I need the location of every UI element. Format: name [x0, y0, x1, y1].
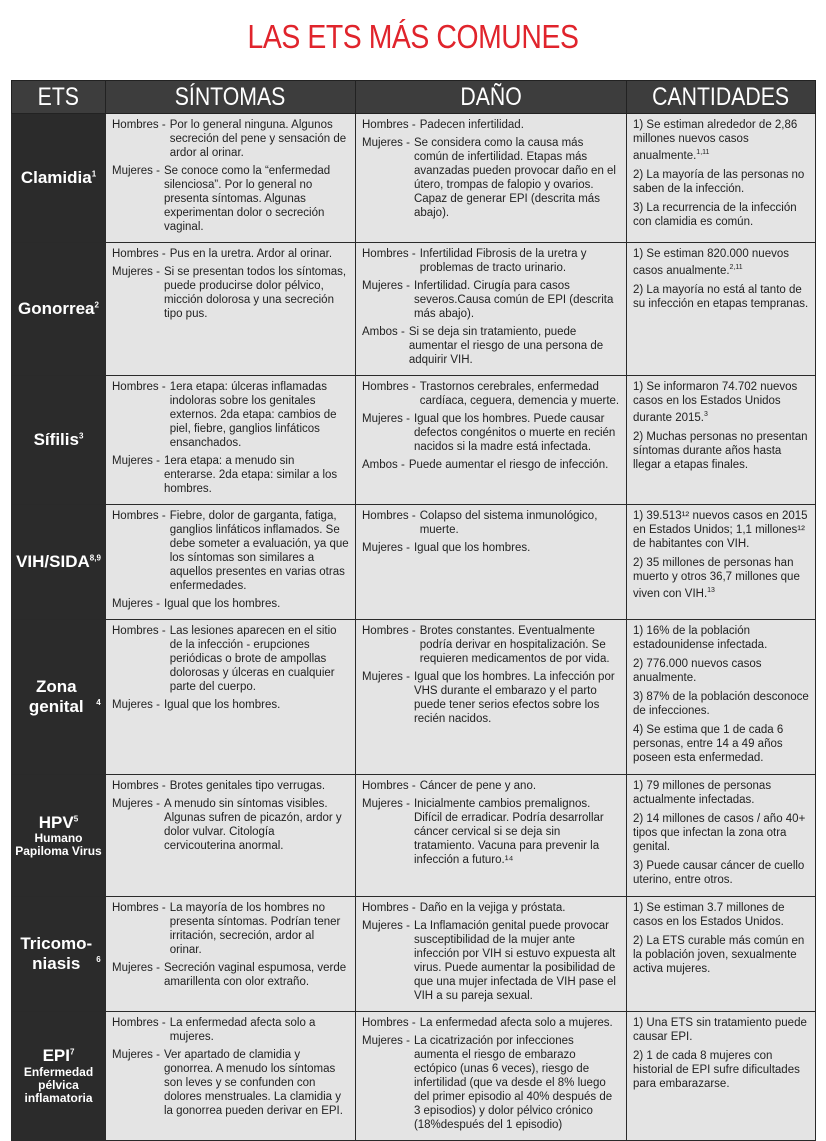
- cantidad-reference: 1,11: [696, 149, 710, 156]
- gender-label: Mujeres -: [362, 1035, 410, 1047]
- gender-label: Mujeres -: [362, 920, 410, 932]
- dano-text: Igual que los hombres. Puede causar defectos congénitos o muerte en recién nacidos si la madre está infectada.: [413, 413, 616, 453]
- sintomas-text: Si se presentan todos los síntomas, puede producirse dolor pélvico, micción dolorosa y una secreción tipo pus.: [163, 266, 347, 320]
- cantidad-item: [633, 690, 809, 718]
- cantidad-text: 2) La mayoría no está al tanto de su infección en etapas tempranas.: [633, 283, 809, 310]
- ets-reference: 6: [96, 955, 101, 965]
- ets-reference: 5: [73, 813, 79, 823]
- sintomas-text: La enfermedad afecta solo a mujeres.: [169, 1017, 316, 1043]
- dano-text: Igual que los hombres. La infección por VHS durante el embarazo y el parto puede tener serios efectos sobre los recién nacidos.: [413, 671, 615, 725]
- dano-line: [362, 541, 620, 555]
- sintomas-line: [112, 779, 349, 793]
- gender-label: Mujeres -: [112, 798, 160, 810]
- gender-label: Hombres -: [362, 119, 416, 131]
- ets-name: [14, 552, 103, 572]
- sintomas-line: [112, 454, 349, 496]
- gender-label: Hombres -: [362, 1017, 416, 1029]
- dano-cell: [356, 1012, 627, 1141]
- gender-label: Hombres -: [112, 381, 166, 393]
- cantidad-text: 2) La mayoría de las personas no saben de la infección.: [633, 168, 805, 195]
- sintomas-line: [112, 265, 349, 321]
- gender-label: Hombres -: [112, 248, 166, 260]
- cantidades-cell: [627, 775, 816, 897]
- sintomas-line: [112, 624, 349, 694]
- ets-name-cell: [12, 114, 106, 243]
- table-row: [12, 620, 816, 775]
- sintomas-cell: [106, 243, 356, 376]
- dano-text: Infertilidad. Cirugía para casos severos.Causa común de EPI (descrita más abajo).: [413, 280, 614, 320]
- gender-label: Hombres -: [362, 510, 416, 522]
- sintomas-line: [112, 901, 349, 957]
- ets-name: [14, 813, 103, 833]
- gender-label: Mujeres -: [362, 798, 410, 810]
- dano-text: Inicialmente cambios premalignos. Difícil de erradicar. Podría desarrollar cáncer cervical si se deja sin tratamiento. Vacuna para prevenir la infección a futuro.¹⁴: [413, 798, 604, 866]
- cantidad-text: 3) 87% de la población desconoce de infecciones.: [633, 691, 809, 717]
- cantidad-reference: 2,11: [729, 264, 743, 271]
- cantidad-item: [633, 779, 809, 807]
- cantidad-item: [633, 1049, 809, 1091]
- ets-name: [14, 430, 103, 450]
- sintomas-line: [112, 698, 349, 712]
- gender-label: Mujeres -: [112, 962, 160, 974]
- sintomas-line: [112, 164, 349, 234]
- ets-name-cell: [12, 620, 106, 775]
- ets-reference: 2: [94, 300, 99, 310]
- sintomas-text: Por lo general ninguna. Algunos secreción del pene y sensación de ardor al orinar.: [169, 119, 347, 159]
- dano-text: Colapso del sistema inmunológico, muerte.: [419, 510, 598, 536]
- sintomas-line: [112, 1048, 349, 1118]
- ets-name: [14, 299, 103, 319]
- cantidad-item: [633, 168, 809, 196]
- dano-line: [362, 380, 620, 408]
- cantidad-text: 2) 14 millones de casos / año 40+ tipos que infectan la zona otra genital.: [633, 813, 806, 853]
- dano-text: Brotes constantes. Eventualmente podría derivar en hospitalización. Se requieren medicamentos de por vida.: [419, 625, 610, 665]
- cantidad-item: [633, 1016, 809, 1044]
- dano-line: [362, 509, 620, 537]
- table-row: [12, 1012, 816, 1141]
- sintomas-line: [112, 509, 349, 593]
- cantidades-cell: [627, 114, 816, 243]
- dano-text: Se considera como la causa más común de infertilidad. Etapas más avanzadas pueden provocar daño en el útero, trompas de falopio y ovarios. Capaz de generar EPI (descrita más abajo).: [413, 137, 616, 219]
- ets-reference: 8,9: [89, 553, 101, 563]
- sintomas-line: [112, 380, 349, 450]
- gender-label: Hombres -: [362, 381, 416, 393]
- header-row: [12, 81, 816, 114]
- sintomas-text: 1era etapa: a menudo sin enterarse. 2da etapa: similar a los hombres.: [163, 455, 338, 495]
- sintomas-line: [112, 961, 349, 989]
- ets-reference: 1: [91, 169, 97, 179]
- gender-label: Mujeres -: [362, 671, 410, 683]
- header-cantidades: CANTIDADES: [627, 81, 816, 114]
- dano-text: La enfermedad afecta solo a mujeres.: [419, 1017, 613, 1029]
- sintomas-line: [112, 118, 349, 160]
- ets-name-text: HPV: [38, 812, 74, 832]
- sintomas-line: [112, 797, 349, 853]
- ets-name-cell: [12, 505, 106, 620]
- sintomas-text: 1era etapa: úlceras inflamadas indoloras sobre los genitales externos. 2da etapa: cambios de piel, fiebre, ganglios linfáticos ensanchados.: [169, 381, 337, 449]
- gender-label: Hombres -: [112, 780, 166, 792]
- ets-name-cell: [12, 897, 106, 1012]
- cantidad-reference: 3: [703, 411, 708, 418]
- cantidad-text: 1) 16% de la población estadounidense infectada.: [633, 625, 768, 651]
- ets-name-cell: [12, 1012, 106, 1141]
- cantidad-item: [633, 657, 809, 685]
- cantidades-cell: [627, 376, 816, 505]
- cantidad-text: 1) Se informaron 74.702 nuevos casos en los Estados Unidos durante 2015.: [633, 381, 798, 424]
- sintomas-text: Las lesiones aparecen en el sitio de la infección - erupciones periódicas o brote de ampollas dolorosas y úlceras en cualquier parte del cuerpo.: [169, 625, 337, 693]
- cantidad-text: 1) 79 millones de personas actualmente infectadas.: [633, 780, 772, 806]
- cantidad-item: [633, 430, 809, 472]
- dano-line: [362, 279, 620, 321]
- dano-text: Cáncer de pene y ano.: [419, 780, 537, 792]
- ets-name: [14, 168, 103, 188]
- header-dano: DAÑO: [356, 81, 627, 114]
- cantidad-item: [633, 118, 809, 163]
- sintomas-cell: [106, 620, 356, 775]
- ets-table: [11, 80, 816, 1141]
- gender-label: Hombres -: [112, 1017, 166, 1029]
- gender-label: Ambos -: [362, 326, 405, 338]
- dano-line: [362, 624, 620, 666]
- dano-line: [362, 901, 620, 915]
- cantidades-cell: [627, 897, 816, 1012]
- dano-text: Si se deja sin tratamiento, puede aumentar el riesgo de una persona de adquirir VIH.: [408, 326, 604, 366]
- gender-label: Hombres -: [362, 248, 416, 260]
- table-row: [12, 897, 816, 1012]
- ets-reference: 7: [69, 1047, 75, 1057]
- cantidad-item: [633, 723, 809, 765]
- dano-text: Daño en la vejiga y próstata.: [419, 902, 566, 914]
- cantidad-text: 1) Se estiman 820.000 nuevos casos anualmente.: [633, 248, 789, 277]
- ets-name-text: Zona genital: [28, 677, 84, 716]
- gender-label: Mujeres -: [362, 542, 410, 554]
- sintomas-cell: [106, 897, 356, 1012]
- gender-label: Mujeres -: [112, 598, 160, 610]
- cantidad-item: [633, 859, 809, 887]
- sintomas-text: A menudo sin síntomas visibles. Algunas sufren de picazón, ardor y dolor vulvar. Citología cervicouterina anormal.: [163, 798, 342, 852]
- gender-label: Mujeres -: [112, 266, 160, 278]
- ets-reference: 4: [96, 698, 101, 708]
- dano-line: [362, 670, 620, 726]
- table-row: [12, 376, 816, 505]
- sintomas-line: [112, 597, 349, 611]
- dano-cell: [356, 114, 627, 243]
- dano-cell: [356, 620, 627, 775]
- cantidad-text: 1) Una ETS sin tratamiento puede causar EPI.: [633, 1017, 807, 1043]
- sintomas-cell: [106, 505, 356, 620]
- dano-line: [362, 118, 620, 132]
- page-title: LAS ETS MÁS COMUNES: [247, 18, 579, 55]
- dano-text: Igual que los hombres.: [413, 542, 531, 554]
- dano-text: Trastornos cerebrales, enfermedad cardíaca, ceguera, demencia y muerte.: [419, 381, 620, 407]
- cantidad-item: [633, 556, 809, 601]
- cantidad-text: 2) 1 de cada 8 mujeres con historial de EPI sufre dificultades para embarazarse.: [633, 1050, 800, 1090]
- sintomas-text: Igual que los hombres.: [163, 699, 281, 711]
- gender-label: Mujeres -: [112, 699, 160, 711]
- sintomas-text: Pus en la uretra. Ardor al orinar.: [169, 248, 333, 260]
- ets-name-text: Clamidia: [20, 168, 92, 188]
- sintomas-text: Ver apartado de clamidia y gonorrea. A menudo los síntomas son leves y se confunden con dolores menstruales. La clamidia y la gonorrea pueden derivar en EPI.: [163, 1049, 343, 1117]
- dano-line: [362, 458, 620, 472]
- sintomas-cell: [106, 1012, 356, 1141]
- dano-line: [362, 919, 620, 1003]
- dano-text: Puede aumentar el riesgo de infección.: [408, 459, 609, 471]
- cantidad-text: 3) Puede causar cáncer de cuello uterino, entre otros.: [633, 860, 805, 886]
- sintomas-cell: [106, 775, 356, 897]
- sintomas-cell: [106, 114, 356, 243]
- gender-label: Hombres -: [362, 902, 416, 914]
- cantidades-cell: [627, 505, 816, 620]
- ets-name: [14, 677, 103, 716]
- ets-name-text: Tricomo- niasis: [20, 934, 93, 973]
- cantidad-text: 4) Se estima que 1 de cada 6 personas, entre 14 a 49 años poseen esta enfermedad.: [633, 724, 784, 764]
- ets-name-cell: [12, 775, 106, 897]
- gender-label: Mujeres -: [362, 413, 410, 425]
- gender-label: Ambos -: [362, 459, 405, 471]
- sintomas-text: Brotes genitales tipo verrugas.: [169, 780, 326, 792]
- cantidad-text: 2) Muchas personas no presentan síntomas durante años hasta llegar a etapas finales.: [633, 430, 808, 471]
- cantidad-text: 1) Se estiman 3.7 millones de casos en los Estados Unidos.: [633, 902, 785, 928]
- cantidad-reference: 13: [707, 587, 715, 594]
- dano-line: [362, 1034, 620, 1132]
- ets-name-text: Sífilis: [33, 430, 79, 450]
- sintomas-text: Secreción vaginal espumosa, verde amarillenta con olor extraño.: [163, 962, 347, 988]
- gender-label: Hombres -: [112, 902, 166, 914]
- dano-cell: [356, 775, 627, 897]
- header-ets: ETS: [12, 81, 106, 114]
- sintomas-text: La mayoría de los hombres no presenta síntomas. Podrían tener irritación, secreción, ardor al orinar.: [169, 902, 341, 956]
- cantidad-text: 3) La recurrencia de la infección con clamidia es común.: [633, 201, 797, 228]
- cantidad-text: 2) 776.000 nuevos casos anualmente.: [633, 658, 762, 684]
- dano-line: [362, 325, 620, 367]
- ets-subtitle: Enfermedad pélvica inflamatoria: [23, 1064, 94, 1106]
- dano-text: Padecen infertilidad.: [419, 119, 524, 131]
- gender-label: Mujeres -: [362, 137, 410, 149]
- gender-label: Mujeres -: [362, 280, 410, 292]
- ets-reference: 3: [78, 431, 84, 441]
- dano-cell: [356, 243, 627, 376]
- ets-name: [14, 934, 103, 973]
- ets-name-cell: [12, 243, 106, 376]
- dano-text: La Inflamación genital puede provocar susceptibilidad de la mujer ante infección por VIH si estuvo expuesta alt virus. Puede aumentar la posibilidad de que una mujer infectada de VIH pase el VIH a su pareja sexual.: [413, 920, 616, 1002]
- ets-name: [14, 1046, 103, 1066]
- cantidad-item: [633, 812, 809, 854]
- cantidad-item: [633, 934, 809, 976]
- cantidad-text: 2) La ETS curable más común en la población joven, sexualmente activa mujeres.: [633, 935, 805, 975]
- gender-label: Hombres -: [112, 119, 166, 131]
- dano-line: [362, 136, 620, 220]
- gender-label: Hombres -: [362, 625, 416, 637]
- cantidad-item: [633, 509, 809, 551]
- sintomas-cell: [106, 376, 356, 505]
- sintomas-line: [112, 1016, 349, 1044]
- dano-line: [362, 247, 620, 275]
- ets-name-text: Gonorrea: [18, 299, 95, 319]
- cantidad-item: [633, 901, 809, 929]
- dano-text: Infertilidad Fibrosis de la uretra y problemas de tracto urinario.: [419, 248, 587, 274]
- cantidades-cell: [627, 243, 816, 376]
- table-row: [12, 775, 816, 897]
- cantidad-item: [633, 624, 809, 652]
- cantidad-item: [633, 380, 809, 425]
- dano-line: [362, 412, 620, 454]
- gender-label: Mujeres -: [112, 455, 160, 467]
- gender-label: Mujeres -: [112, 165, 160, 177]
- cantidades-cell: [627, 620, 816, 775]
- table-row: [12, 505, 816, 620]
- dano-line: [362, 779, 620, 793]
- dano-cell: [356, 897, 627, 1012]
- sintomas-text: Fiebre, dolor de garganta, fatiga, ganglios linfáticos inflamados. Se debe someter a evaluación, ya que los síntomas son similares a aquellos presentes en varias otras enfermedades.: [169, 510, 349, 592]
- cantidad-text: 1) 39.513¹² nuevos casos en 2015 en Estados Unidos; 1,1 millones¹² de habitantes con VIH.: [633, 510, 808, 550]
- gender-label: Hombres -: [112, 510, 166, 522]
- ets-name-text: VIH/SIDA: [16, 552, 90, 572]
- gender-label: Hombres -: [362, 780, 416, 792]
- sintomas-text: Se conoce como la “enfermedad silenciosa”. Por lo general no presenta síntomas. Algunas experimentan dolor o secreción vaginal.: [163, 165, 331, 233]
- gender-label: Mujeres -: [112, 1049, 160, 1061]
- header-sintomas: SÍNTOMAS: [106, 81, 356, 114]
- cantidades-cell: [627, 1012, 816, 1141]
- cantidad-text: 2) 35 millones de personas han muerto y otros 36,7 millones que viven con VIH.: [633, 557, 800, 600]
- dano-cell: [356, 376, 627, 505]
- gender-label: Hombres -: [112, 625, 166, 637]
- cantidad-item: [633, 283, 809, 311]
- dano-text: La cicatrización por infecciones aumenta el riesgo de embarazo ectópico (unas 6 veces), riesgo de infertilidad (que va desde el 8% luego del primer episodio al 40% después de 3 episodios) y dolor pélvico crónico (18%después del 1 episodio): [413, 1035, 613, 1131]
- cantidad-item: [633, 247, 809, 278]
- dano-line: [362, 1016, 620, 1030]
- sintomas-text: Igual que los hombres.: [163, 598, 281, 610]
- ets-name-text: EPI: [42, 1046, 70, 1066]
- ets-subtitle: Humano Papiloma Virus: [15, 831, 102, 859]
- dano-cell: [356, 505, 627, 620]
- table-row: [12, 114, 816, 243]
- ets-name-cell: [12, 376, 106, 505]
- table-row: [12, 243, 816, 376]
- dano-line: [362, 797, 620, 867]
- cantidad-text: 1) Se estiman alrededor de 2,86 millones nuevos casos anualmente.: [633, 119, 798, 162]
- cantidad-item: [633, 201, 809, 229]
- sintomas-line: [112, 247, 349, 261]
